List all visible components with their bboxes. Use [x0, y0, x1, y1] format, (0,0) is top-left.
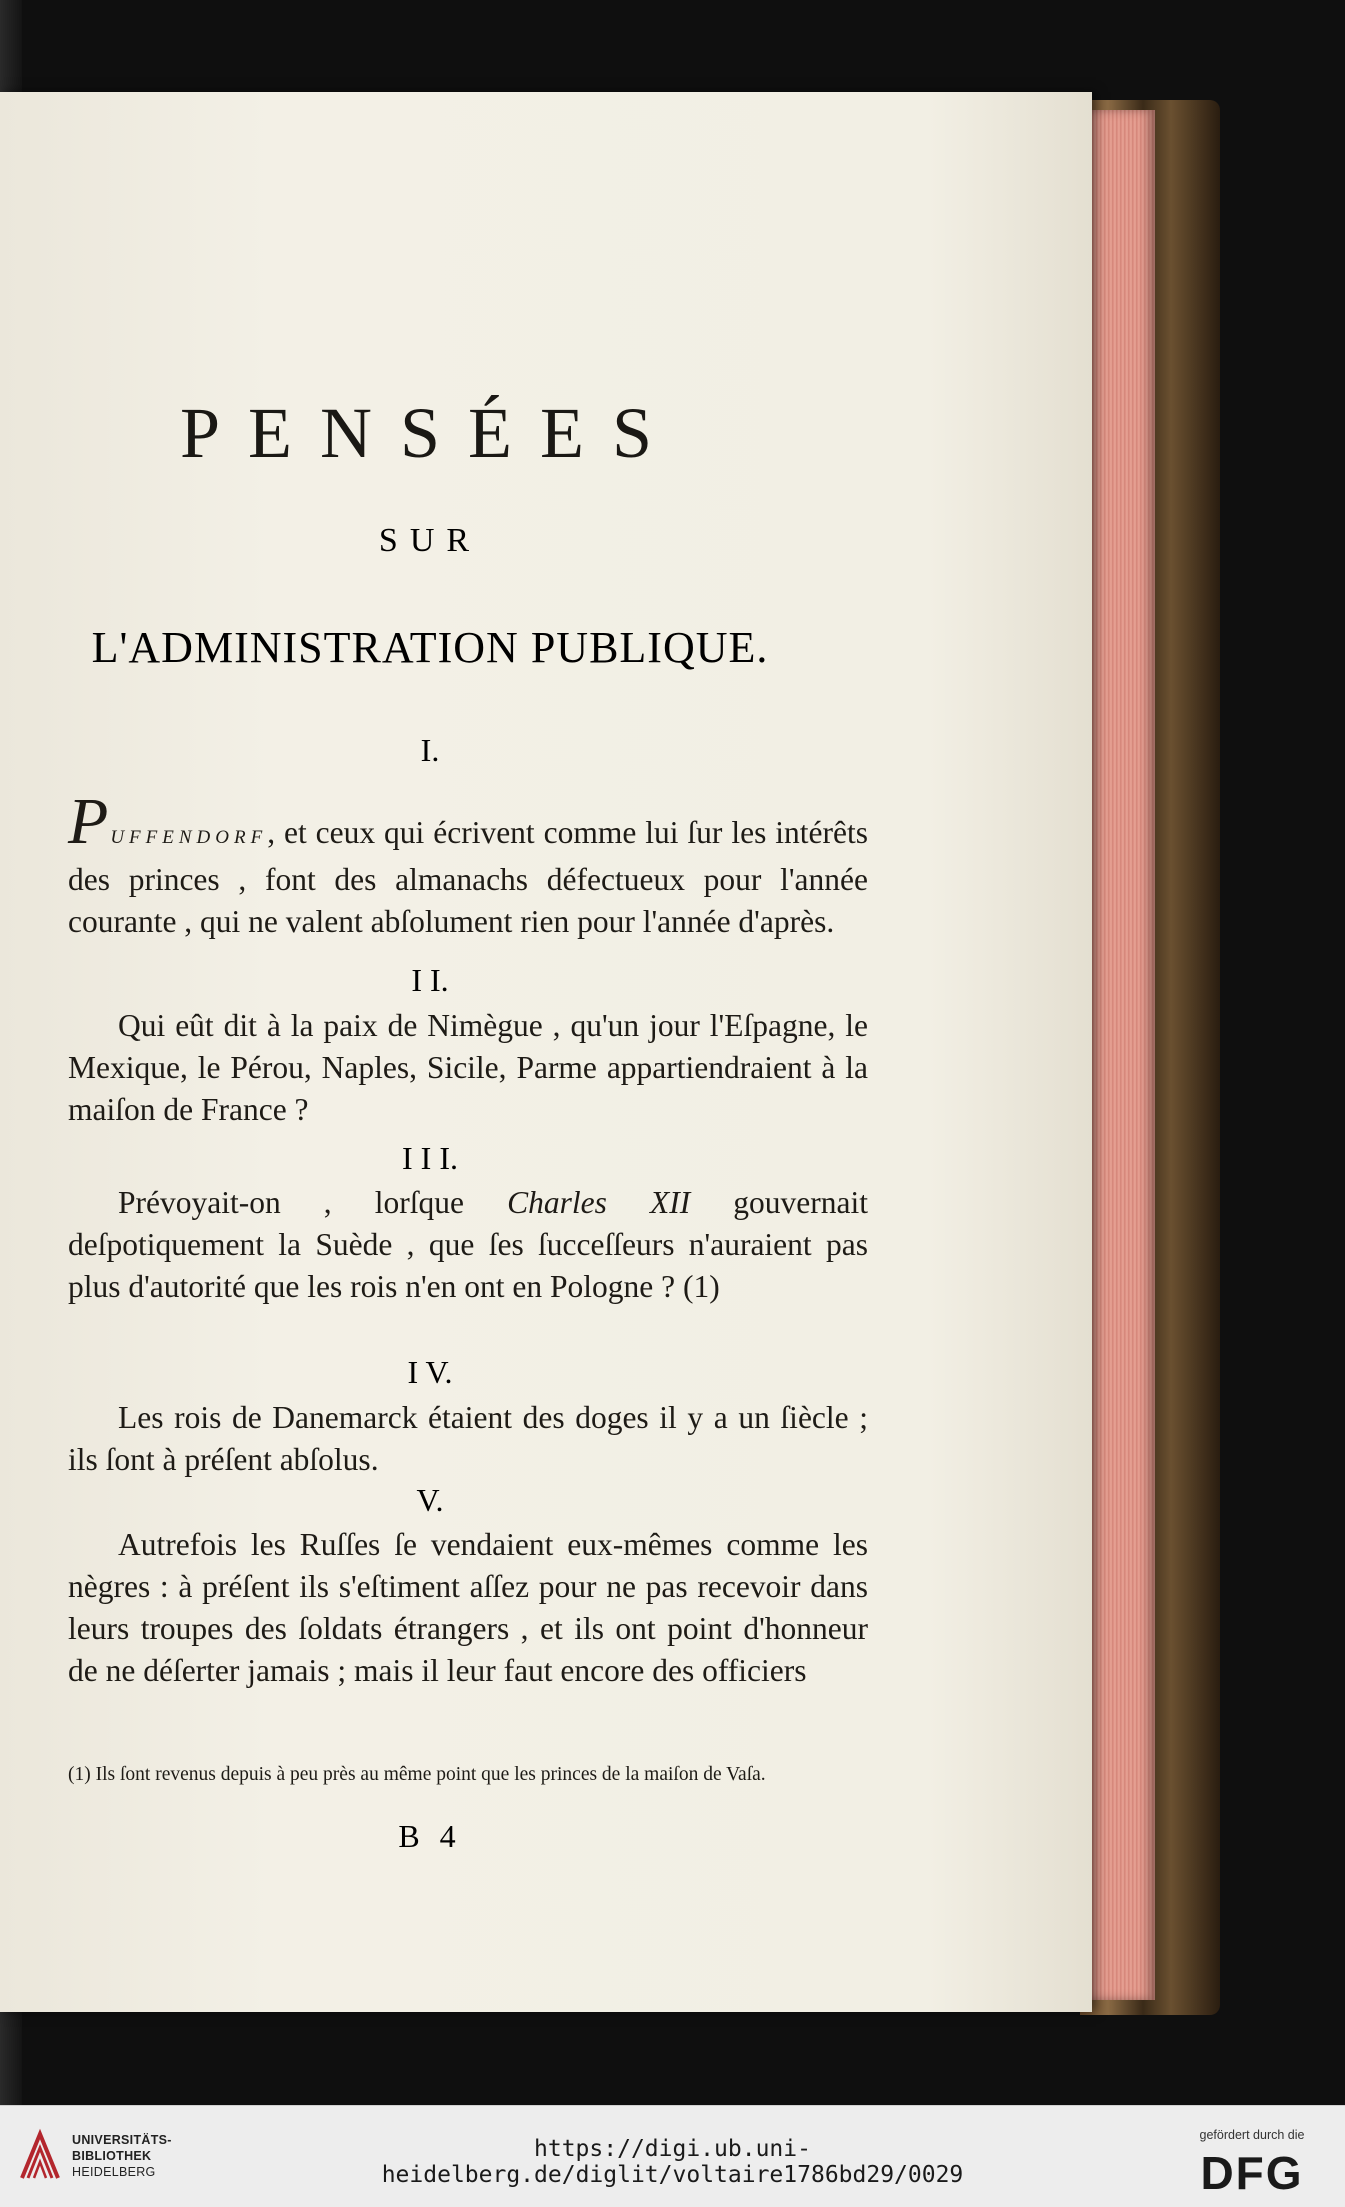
- page-subtitle: L'ADMINISTRATION PUBLIQUE.: [91, 623, 769, 672]
- library-name[interactable]: [72, 2132, 172, 2180]
- italic-name: Charles XII: [507, 1185, 691, 1220]
- section-number: I I I.: [402, 1140, 458, 1176]
- section-text: [68, 785, 868, 943]
- title-connector: SUR: [378, 522, 482, 559]
- funding-note: gefördert durch die: [1199, 2128, 1305, 2142]
- section-text: Autrefois les Ruſſes ſe vendaient eux-mêmes comme les nègres : à préſent ils s'eſtiment aſſez pour ne pas recevoir dans leurs troupes des ſoldats étrangers , et ils ont point d'honneur de ne déſerter jamais ; mais il leur faut encore des officiers: [68, 1527, 868, 1688]
- dropcap-letter: P: [68, 785, 109, 858]
- section-number: I I.: [411, 962, 449, 998]
- viewer-footer: [0, 2105, 1345, 2207]
- library-name-line: UNIVERSITÄTS-: [72, 2133, 172, 2147]
- lead-name: UFFENDORF: [110, 827, 268, 848]
- library-name-line: HEIDELBERG: [72, 2165, 156, 2179]
- dfg-logo[interactable]: DFG: [1200, 2147, 1304, 2199]
- library-name-line: BIBLIOTHEK: [72, 2149, 152, 2163]
- library-logo-icon: [16, 2128, 64, 2184]
- section-body: Prévoyait-on , lorſque: [118, 1185, 508, 1220]
- signature-mark: B 4: [398, 1818, 462, 1854]
- section-text: Les rois de Danemarck étaient des doges il y a un ſiècle ; ils ſont à préſent abſolus.: [68, 1400, 868, 1477]
- section-body: gouvernait deſpotiquement la Suède , que ſes ſucceſſeurs n'auraient pas plus d'autorité que les rois n'en ont en Pologne ? (1): [68, 1185, 868, 1304]
- section-number: I.: [420, 732, 440, 768]
- section-number: I V.: [407, 1354, 453, 1390]
- footnote: (1) Ils ſont revenus depuis à peu près au même point que les princes de la maiſon de Vaſa.: [68, 1764, 766, 1785]
- section-body: , et ceux qui écrivent comme lui ſur les intérêts des princes , font des almanachs défectueux pour l'année courante , qui ne valent abſolument rien pour l'année d'après.: [68, 815, 868, 939]
- section-number: V.: [416, 1482, 444, 1518]
- page-title: PENSÉES: [179, 393, 681, 473]
- permalink-url[interactable]: https://digi.ub.uni-heidelberg.de/diglit/voltaire1786bd29/0029: [381, 2136, 964, 2188]
- book-page: [0, 92, 1092, 2012]
- section-text: [68, 1182, 868, 1308]
- section-text: Qui eût dit à la paix de Nimègue , qu'un jour l'Eſpagne, le Mexique, le Pérou, Naples, Sicile, Parme appartiendraient à la maiſon de France ?: [68, 1008, 868, 1127]
- page-edges: [1085, 110, 1155, 2000]
